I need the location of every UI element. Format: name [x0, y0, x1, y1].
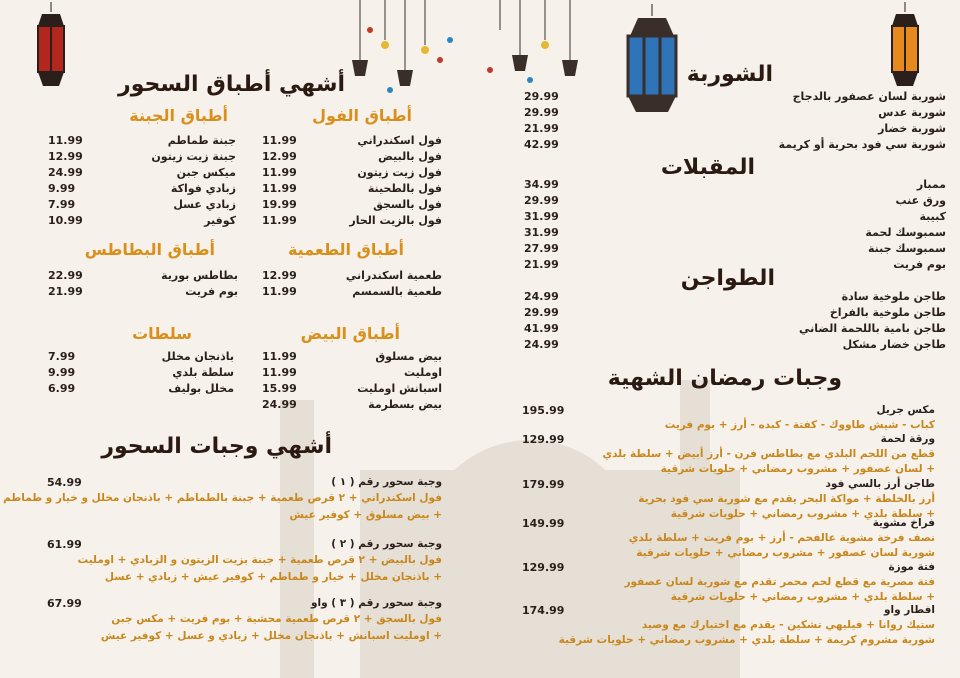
menu-item	[48, 382, 234, 398]
item-price: 42.99	[524, 138, 559, 151]
menu-item	[48, 182, 236, 198]
menu-item	[262, 214, 442, 230]
item-price: 11.99	[48, 134, 83, 147]
menu-item	[48, 198, 236, 214]
item-name: مخلل بوليف	[168, 382, 234, 395]
item-price: 11.99	[262, 350, 297, 363]
menu-item	[524, 306, 946, 322]
meal-name: وجبة سحور رقم ( ٣ ) واو	[310, 597, 442, 609]
meal-name: وجبة سحور رقم ( ١ )	[331, 476, 442, 488]
meal-description: فتة مصرية مع قطع لحم محمر تقدم مع شوربة لسان عصفور	[624, 576, 935, 588]
item-price: 21.99	[524, 122, 559, 135]
meal-name: مكس جريل	[876, 404, 935, 416]
menu-item	[262, 198, 442, 214]
meal-description: ستيك روانا + فيليهي تشكين - يقدم مع اختيارك مع وصيد	[641, 619, 935, 631]
item-name: جبنة زيت زيتون	[151, 150, 236, 163]
item-name: زبادي فواكة	[170, 182, 236, 195]
menu-item	[524, 210, 946, 226]
menu-item	[262, 366, 442, 382]
item-price: 7.99	[48, 350, 76, 363]
item-price: 11.99	[262, 166, 297, 179]
meal-description: + لسان عصفور + مشروب رمضاني + حلويات شرقية	[660, 463, 935, 475]
meal-description: + سلطة بلدي + مشروب رمضاني + حلويات شرقية	[670, 591, 935, 603]
item-name: طعمية بالسمسم	[352, 285, 442, 298]
menu-item	[262, 269, 442, 285]
item-price: 22.99	[48, 269, 83, 282]
meal-description: نصف فرخة مشوية عالفحم - أرز + بوم فريت + سلطة بلدي	[628, 532, 935, 544]
salads-section-title: سلطات	[132, 324, 192, 343]
item-name: كوفير	[204, 214, 236, 227]
meal-price: 129.99	[522, 433, 565, 446]
item-price: 10.99	[48, 214, 83, 227]
item-name: زبادي عسل	[173, 198, 236, 211]
item-name: كبيبة	[919, 210, 946, 223]
cheese-section-title: أطباق الجبنة	[129, 106, 228, 125]
item-name: باذنجان مخلل	[161, 350, 234, 363]
menu-item	[262, 134, 442, 150]
item-price: 15.99	[262, 382, 297, 395]
item-name: بيض مسلوق	[375, 350, 442, 363]
meal-name: طاجن أرز بالسي فود	[825, 478, 935, 490]
menu-item	[524, 242, 946, 258]
menu-item	[48, 134, 236, 150]
meal-price: 61.99	[47, 538, 82, 551]
item-name: ميكس جبن	[176, 166, 236, 179]
menu-item	[262, 182, 442, 198]
eggs-section-title: أطباق البيض	[300, 324, 400, 343]
item-name: طاجن ملوخية بالفراخ	[829, 306, 946, 319]
meal-name: ورقة لحمة	[880, 433, 935, 445]
item-name: فول بالزيت الحار	[349, 214, 442, 227]
meal-name: افطار واو	[884, 604, 935, 616]
soup-section-title: الشوربة	[686, 62, 773, 87]
item-name: بوم فريت	[893, 258, 946, 271]
menu-item	[48, 366, 234, 382]
item-price: 24.99	[48, 166, 83, 179]
meal-description: فول بالبيض + ٢ قرص طعمية + جبنة بزيت الزيتون و الزبادي + اومليت	[77, 554, 442, 566]
item-name: ممبار	[916, 178, 946, 191]
item-name: فول بالطحينة	[367, 182, 442, 195]
item-price: 41.99	[524, 322, 559, 335]
item-price: 11.99	[262, 214, 297, 227]
ramadan-meals-title: وجبات رمضان الشهية	[607, 366, 842, 391]
menu-item	[524, 226, 946, 242]
item-name: ورق عنب	[895, 194, 946, 207]
meal-price: 149.99	[522, 517, 565, 530]
item-price: 21.99	[524, 258, 559, 271]
menu-item	[48, 214, 236, 230]
item-name: اسبانش اومليت	[357, 382, 442, 395]
menu-item	[262, 398, 442, 414]
meal-description: فول بالسجق + ٢ قرص طعمية محشية + بوم فريت + مكس جبن	[111, 613, 442, 625]
item-price: 6.99	[48, 382, 76, 395]
tagines-section-title: الطواجن	[680, 266, 775, 291]
item-price: 19.99	[262, 198, 297, 211]
item-price: 21.99	[48, 285, 83, 298]
meal-description: + سلطة بلدي + مشروب رمضاني + حلويات شرقية	[670, 508, 935, 520]
meal-price: 195.99	[522, 404, 565, 417]
item-name: شوربة خضار	[878, 122, 946, 135]
meal-name: فتة موزة	[888, 561, 935, 573]
item-price: 34.99	[524, 178, 559, 191]
item-price: 11.99	[262, 182, 297, 195]
menu-item	[524, 106, 946, 122]
meal-description: شوربة مشروم كريمة + سلطة بلدي + مشروب رمضاني + حلويات شرقية	[558, 634, 935, 646]
item-price: 29.99	[524, 90, 559, 103]
menu-item	[524, 338, 946, 354]
item-name: طاجن ملوخية سادة	[841, 290, 946, 303]
item-price: 31.99	[524, 210, 559, 223]
menu-item	[48, 150, 236, 166]
menu-item	[48, 166, 236, 182]
item-price: 24.99	[262, 398, 297, 411]
item-name: طاجن خضار مشكل	[842, 338, 946, 351]
menu-item	[524, 178, 946, 194]
item-name: جبنة طماطم	[167, 134, 236, 147]
menu-item	[48, 269, 238, 285]
item-name: سلطة بلدي	[172, 366, 234, 379]
orange-lantern-icon	[884, 2, 926, 98]
item-price: 24.99	[524, 290, 559, 303]
item-name: سمبوسك لحمة	[865, 226, 946, 239]
meal-name: وجبة سحور رقم ( ٢ )	[331, 538, 442, 550]
meal-description: فول اسكندراني + ٢ قرص طعمية + جبنة بالطماطم + باذنجان مخلل و خيار و طماطم	[3, 492, 442, 504]
menu-item	[262, 150, 442, 166]
meal-description: قطع من اللحم البلدي مع بطاطس فرن - أرز أبيض + سلطة بلدي	[602, 448, 935, 460]
meal-description: + بيض مسلوق + كوفير عيش	[289, 509, 442, 521]
menu-item	[262, 350, 442, 366]
item-price: 7.99	[48, 198, 76, 211]
item-price: 24.99	[524, 338, 559, 351]
meal-price: 174.99	[522, 604, 565, 617]
item-name: شوربة عدس	[878, 106, 946, 119]
item-price: 11.99	[262, 285, 297, 298]
red-lantern-icon	[30, 2, 72, 98]
meal-description: كباب - شيش طاووك - كفتة - كبده - أرز + بوم فريت	[664, 419, 935, 431]
item-price: 12.99	[262, 150, 297, 163]
item-price: 31.99	[524, 226, 559, 239]
meal-description: أرز بالخلطة + مواكة البحر يقدم مع شوربة سي فود بحرية	[638, 493, 935, 505]
fool-section-title: أطباق الفول	[312, 106, 412, 125]
item-name: شوربة سي فود بحرية أو كريمة	[778, 138, 946, 151]
menu-item	[524, 290, 946, 306]
item-name: فول زيت زيتون	[357, 166, 442, 179]
menu-item	[524, 90, 946, 106]
item-name: طاجن بامية باللحمة الضاني	[798, 322, 946, 335]
item-name: بطاطس بورية	[161, 269, 238, 282]
item-name: سمبوسك جبنة	[867, 242, 946, 255]
menu-item	[524, 194, 946, 210]
item-price: 27.99	[524, 242, 559, 255]
taameya-section-title: أطباق الطعمية	[287, 240, 404, 259]
item-price: 29.99	[524, 106, 559, 119]
suhoor-meals-title: أشهي وجبات السحور	[101, 434, 332, 459]
potato-section-title: أطباق البطاطس	[84, 240, 215, 259]
meal-price: 129.99	[522, 561, 565, 574]
meal-description: + باذنجان مخلل + خيار و طماطم + كوفير عيش + زبادي + عسل	[104, 571, 442, 583]
menu-item	[262, 382, 442, 398]
meal-description: + اومليت اسبانش + باذنجان مخلل + زبادي و عسل + كوفير عيش	[100, 630, 442, 642]
meal-price: 67.99	[47, 597, 82, 610]
item-name: بوم فريت	[185, 285, 238, 298]
meal-name: فراخ مشوية	[872, 517, 935, 529]
item-name: شوربة لسان عصفور بالدجاج	[792, 90, 946, 103]
item-price: 9.99	[48, 182, 76, 195]
item-price: 29.99	[524, 194, 559, 207]
meal-price: 179.99	[522, 478, 565, 491]
menu-item	[524, 322, 946, 338]
item-name: طعمية اسكندراني	[345, 269, 442, 282]
menu-item	[48, 285, 238, 301]
item-name: فول بالبيض	[378, 150, 442, 163]
item-price: 9.99	[48, 366, 76, 379]
menu-item	[524, 138, 946, 154]
item-price: 12.99	[262, 269, 297, 282]
item-price: 11.99	[262, 366, 297, 379]
item-name: فول بالسجق	[373, 198, 442, 211]
suhoor-dishes-title: أشهي أطباق السحور	[118, 72, 345, 97]
appetizers-section-title: المقبلات	[660, 155, 755, 180]
meal-description: شوربة لسان عصفور + مشروب رمضاني + حلويات شرقية	[636, 547, 935, 559]
item-name: اومليت	[403, 366, 442, 379]
menu-item	[262, 285, 442, 301]
menu-item	[48, 350, 234, 366]
menu-item	[524, 122, 946, 138]
item-name: فول اسكندراني	[357, 134, 442, 147]
item-name: بيض بسطرمة	[368, 398, 442, 411]
item-price: 12.99	[48, 150, 83, 163]
item-price: 11.99	[262, 134, 297, 147]
menu-item	[262, 166, 442, 182]
meal-price: 54.99	[47, 476, 82, 489]
item-price: 29.99	[524, 306, 559, 319]
